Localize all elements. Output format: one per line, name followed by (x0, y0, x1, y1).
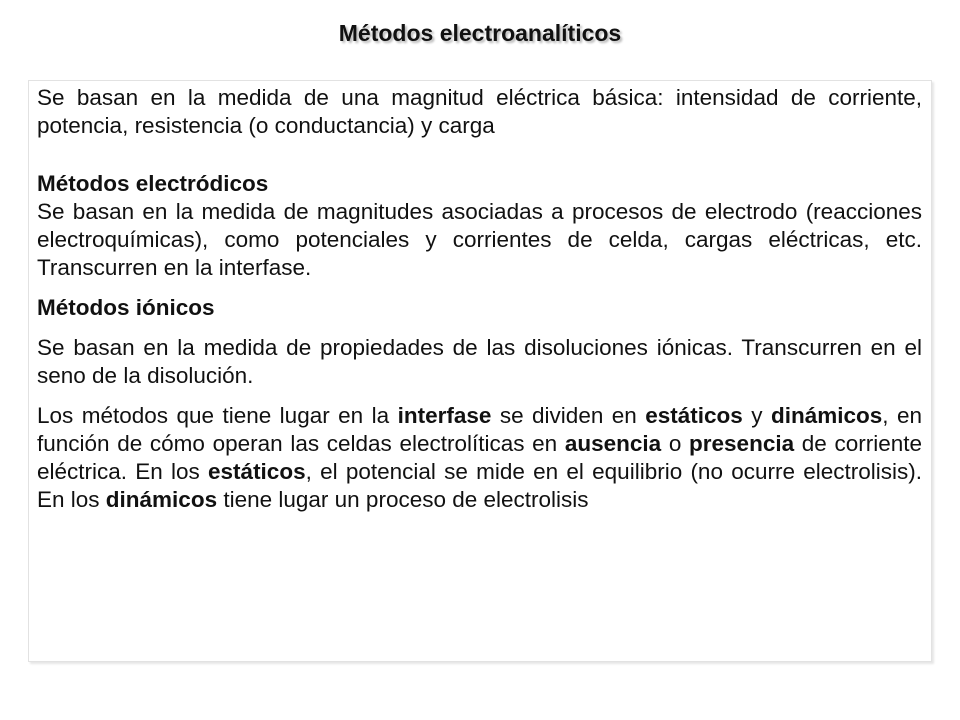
intro-paragraph: Se basan en la medida de una magnitud eléctrica básica: intensidad de corriente, potencia, resistencia (o conductancia) y carga (37, 85, 922, 138)
final-paragraph (37, 402, 922, 514)
final-text-1: Los métodos que tiene lugar en la (37, 403, 398, 428)
final-text-7: , el potencial se mide en el equilibrio (no ocurre electrolisis). En los (37, 459, 922, 512)
final-text-5: o (661, 431, 690, 456)
term-estaticos-2: estáticos (208, 459, 306, 484)
content-body (37, 84, 922, 514)
term-dinamicos: dinámicos (770, 403, 883, 428)
ionicos-paragraph: Se basan en la medida de propiedades de las disoluciones iónicas. Transcurren en el seno de la disolución. (37, 335, 922, 388)
final-text-3: y (742, 403, 771, 428)
electrodicos-heading: Métodos electródicos (37, 171, 269, 196)
term-dinamicos-2: dinámicos (105, 487, 218, 512)
term-presencia: presencia (689, 431, 795, 456)
final-text-2: se dividen en (491, 403, 646, 428)
term-estaticos: estáticos (645, 403, 743, 428)
final-text-6: de corriente eléctrica. En los (37, 431, 922, 484)
term-interfase: interfase (397, 403, 492, 428)
final-text-8: tiene lugar un proceso de electrolisis (217, 487, 589, 512)
slide-title: Métodos electroanalíticos (338, 20, 622, 46)
term-ausencia: ausencia (564, 431, 662, 456)
electrodicos-paragraph: Se basan en la medida de magnitudes asociadas a procesos de electrodo (reacciones electroquímicas), como potenciales y corrientes de celda, cargas eléctricas, etc. Transcurren en la interfase. (37, 199, 922, 280)
final-text-4: , en función de cómo operan las celdas electrolíticas en (37, 403, 922, 456)
ionicos-heading: Métodos iónicos (37, 295, 215, 320)
